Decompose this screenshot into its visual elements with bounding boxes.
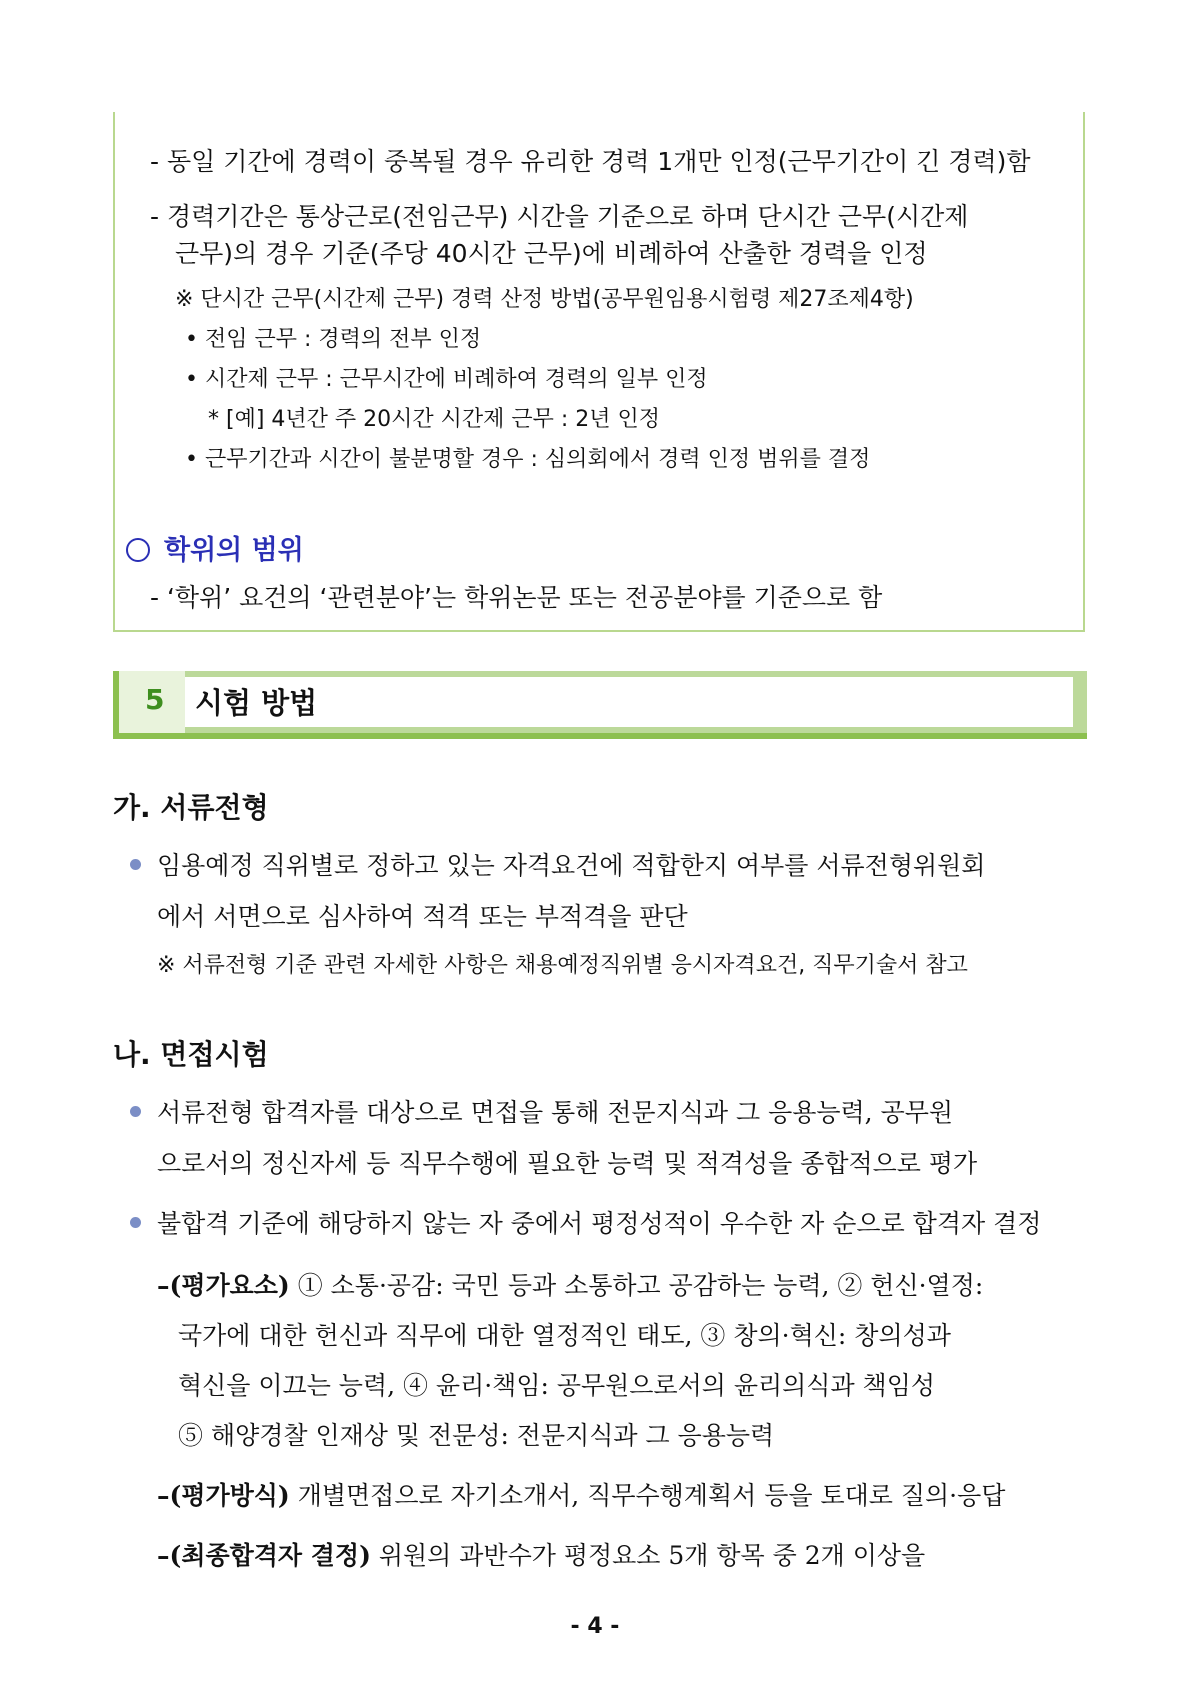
box-line-2: - 경력기간은 통상근로(전임근무) 시간을 기준으로 하며 단시간 근무(시간제	[150, 202, 969, 231]
bullet-icon	[130, 859, 141, 870]
eval-elements-label: –(평가요소)	[157, 1271, 290, 1300]
box-line-4: ※ 단시간 근무(시간제 근무) 경력 산정 방법(공무원임용시험령 제27조제4항)	[175, 287, 914, 312]
box-line-3: 근무)의 경우 기준(주당 40시간 근무)에 비례하여 산출한 경력을 인정	[175, 239, 928, 268]
eval-elements-line-4: ⑤ 해양경찰 인재상 및 전문성: 전문지식과 그 응용능력	[178, 1421, 775, 1450]
subsection-a-line-1: 임용예정 직위별로 정하고 있는 자격요건에 적합한지 여부를 서류전형위원회	[157, 851, 986, 880]
box-line-1: - 동일 기간에 경력이 중복될 경우 유리한 경력 1개만 인정(근무기간이 긴 경력)함	[150, 147, 1031, 176]
eval-method-label: –(평가방식)	[157, 1481, 290, 1510]
eval-elements-line-1: –(평가요소) ① 소통·공감: 국민 등과 소통하고 공감하는 능력, ② 헌신·열정:	[157, 1271, 984, 1300]
box-line-5: • 전임 근무 : 경력의 전부 인정	[185, 327, 482, 352]
subsection-b-bullet1-line1: 서류전형 합격자를 대상으로 면접을 통해 전문지식과 그 응용능력, 공무원	[157, 1098, 954, 1127]
eval-method-line: –(평가방식) 개별면접으로 자기소개서, 직무수행계획서 등을 토대로 질의·응답	[157, 1481, 1006, 1510]
bullet-icon	[130, 1106, 141, 1117]
box-line-7: * [예] 4년간 주 20시간 시간제 근무 : 2년 인정	[208, 407, 661, 432]
section-number: 5	[145, 683, 165, 716]
circle-bullet-icon	[126, 538, 150, 562]
eval-elements-line-3: 혁신을 이끄는 능력, ④ 윤리·책임: 공무원으로서의 윤리의식과 책임성	[178, 1371, 935, 1400]
section-header	[113, 671, 1087, 739]
final-decision-label: –(최종합격자 결정)	[157, 1541, 371, 1570]
subsection-b-bullet1-line2: 으로서의 정신자세 등 직무수행에 필요한 능력 및 적격성을 종합적으로 평가	[157, 1149, 978, 1178]
page-number: - 4 -	[570, 1614, 620, 1639]
box-line-6: • 시간제 근무 : 근무시간에 비례하여 경력의 일부 인정	[185, 367, 708, 392]
eval-elements-line-2: 국가에 대한 헌신과 직무에 대한 열정적인 태도, ③ 창의·혁신: 창의성과	[178, 1321, 951, 1350]
subsection-a-line-2: 에서 서면으로 심사하여 적격 또는 부적격을 판단	[157, 902, 688, 931]
bullet-icon	[130, 1217, 141, 1228]
subsection-b-bullet2: 불합격 기준에 해당하지 않는 자 중에서 평정성적이 우수한 자 순으로 합격자 결정	[157, 1209, 1042, 1238]
degree-heading: 학위의 범위	[126, 528, 304, 567]
degree-line: - ‘학위’ 요건의 ‘관련분야’는 학위논문 또는 전공분야를 기준으로 함	[150, 583, 883, 612]
box-line-8: • 근무기간과 시간이 불분명할 경우 : 심의회에서 경력 인정 범위를 결정	[185, 447, 871, 472]
subsection-a-heading: 가. 서류전형	[113, 791, 269, 824]
final-decision-line: –(최종합격자 결정) 위원의 과반수가 평정요소 5개 항목 중 2개 이상을	[157, 1541, 926, 1570]
subsection-a-note: ※ 서류전형 기준 관련 자세한 사항은 채용예정직위별 응시자격요건, 직무기술서 참고	[157, 953, 968, 978]
section-title: 시험 방법	[195, 686, 318, 720]
subsection-b-heading: 나. 면접시험	[113, 1038, 269, 1071]
